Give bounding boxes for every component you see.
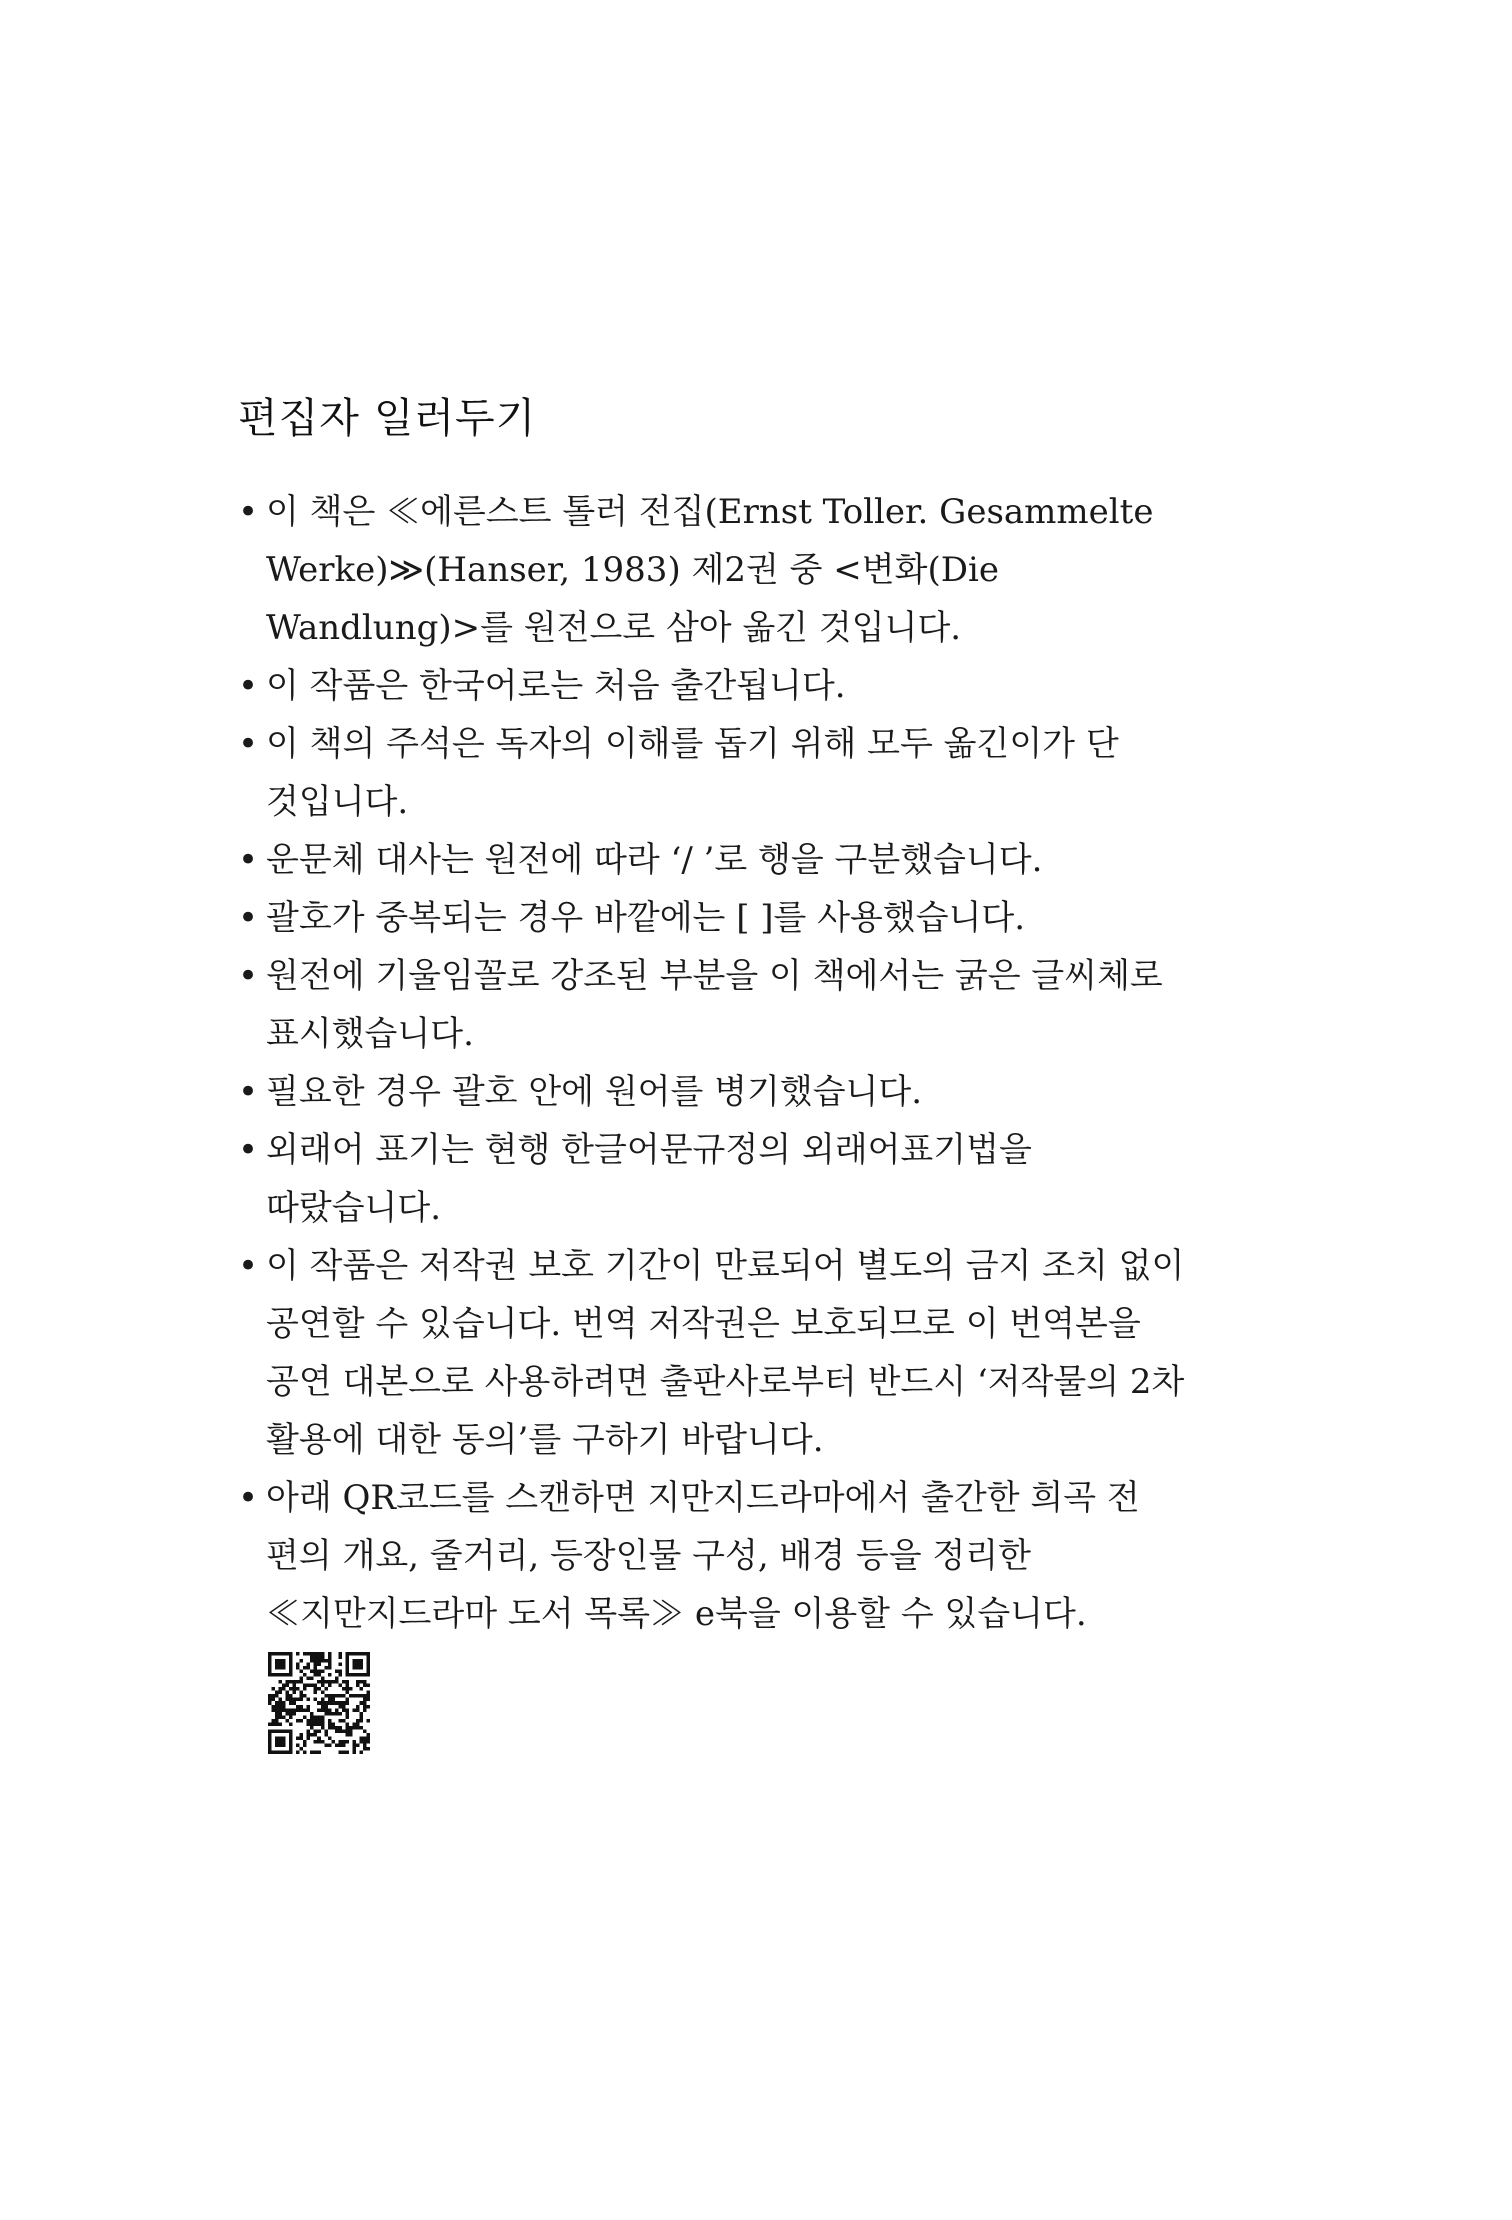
note-line: • 이 책은 ≪에른스트 톨러 전집(Ernst Toller. Gesammelte (266, 492, 1154, 532)
note-item (238, 947, 1238, 1063)
page-title: 편집자 일러두기 (238, 394, 537, 442)
note-item (238, 657, 1238, 715)
note-line: ≪지만지드라마 도서 목록≫ e북을 이용할 수 있습니다. (266, 1594, 1087, 1634)
note-line: 따랐습니다. (266, 1188, 442, 1228)
note-line: 편의 개요, 줄거리, 등장인물 구성, 배경 등을 정리한 (266, 1536, 1031, 1576)
note-item (238, 1063, 1238, 1121)
note-item (238, 1121, 1238, 1237)
note-item (238, 831, 1238, 889)
note-line: • 이 작품은 저작권 보호 기간이 만료되어 별도의 금지 조치 없이 (266, 1246, 1185, 1286)
note-item (238, 1237, 1238, 1469)
qr-code-icon[interactable] (268, 1652, 370, 1754)
note-line: 것입니다. (266, 782, 409, 822)
notes-list (238, 483, 1238, 1643)
note-line: Wandlung)>를 원전으로 삼아 옮긴 것입니다. (266, 608, 962, 648)
note-item (238, 889, 1238, 947)
note-line: • 외래어 표기는 현행 한글어문규정의 외래어표기법을 (266, 1130, 1032, 1170)
note-line: • 괄호가 중복되는 경우 바깥에는 [ ]를 사용했습니다. (266, 898, 1026, 938)
note-line: 표시했습니다. (266, 1014, 474, 1054)
note-item (238, 1469, 1238, 1643)
note-line: • 운문체 대사는 원전에 따라 ‘/ ’로 행을 구분했습니다. (266, 840, 1043, 880)
note-line: 활용에 대한 동의’를 구하기 바랍니다. (266, 1420, 824, 1460)
note-item (238, 483, 1238, 657)
note-line: • 아래 QR코드를 스캔하면 지만지드라마에서 출간한 희곡 전 (266, 1478, 1140, 1518)
note-line: • 필요한 경우 괄호 안에 원어를 병기했습니다. (266, 1072, 923, 1112)
note-line: • 이 작품은 한국어로는 처음 출간됩니다. (266, 666, 846, 706)
note-line: • 원전에 기울임꼴로 강조된 부분을 이 책에서는 굵은 글씨체로 (266, 956, 1163, 996)
note-line: 공연 대본으로 사용하려면 출판사로부터 반드시 ‘저작물의 2차 (266, 1362, 1185, 1402)
note-line: Werke)≫(Hanser, 1983) 제2권 중 <변화(Die (266, 550, 999, 590)
note-item (238, 715, 1238, 831)
note-line: 공연할 수 있습니다. 번역 저작권은 보호되므로 이 번역본을 (266, 1304, 1141, 1344)
note-line: • 이 책의 주석은 독자의 이해를 돕기 위해 모두 옮긴이가 단 (266, 724, 1119, 764)
